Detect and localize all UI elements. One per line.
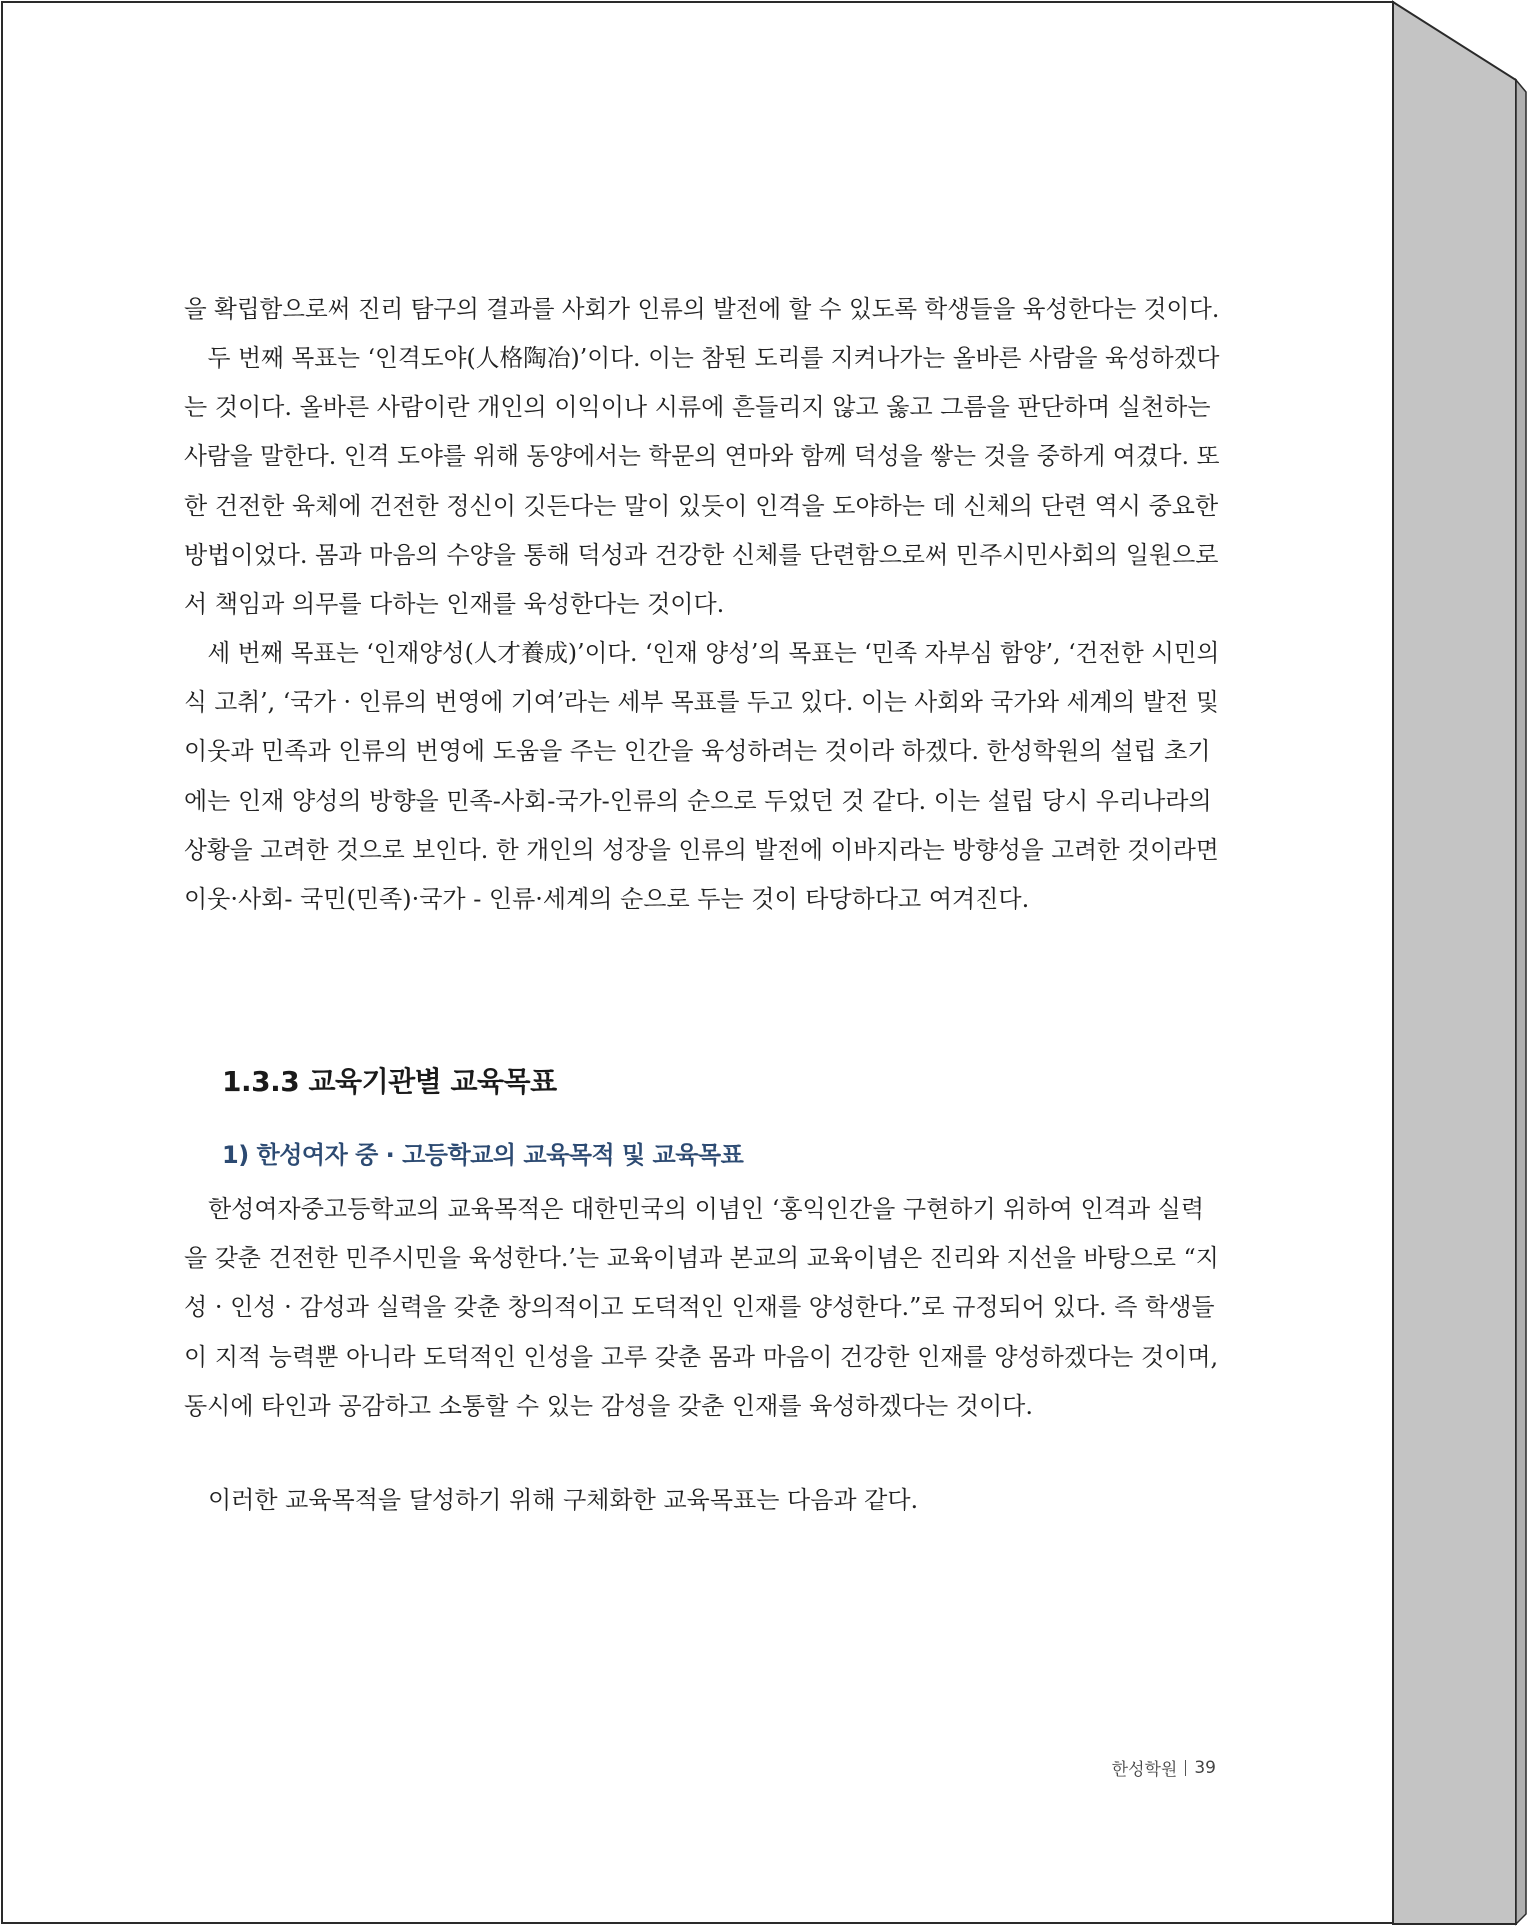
text-line: 에는 인재 양성의 방향을 민족-사회-국가-인류의 순으로 두었던 것 같다. 이는 설립 당시 우리나라의: [184, 786, 1212, 815]
text-line: 성 · 인성 · 감성과 실력을 갖춘 창의적이고 도덕적인 인재를 양성한다.”로 규정되어 있다. 즉 학생들: [184, 1293, 1215, 1322]
page-number: 39: [1194, 1757, 1216, 1778]
footer-school-name: 한성학원: [1111, 1760, 1178, 1780]
text-line: 식 고취’, ‘국가 · 인류의 번영에 기여’라는 세부 목표를 두고 있다. 이는 사회와 국가와 세계의 발전 및: [184, 688, 1219, 717]
text-line: 한성여자중고등학교의 교육목적은 대한민국의 이념인 ‘홍익인간을 구현하기 위하여 인격과 실력: [184, 1195, 1205, 1223]
text-line: 이 지적 능력뿐 아니라 도덕적인 인성을 고루 갖춘 몸과 마음이 건강한 인재를 양성하겠다는 것이며,: [184, 1342, 1219, 1371]
text-line: 두 번째 목표는 ‘인격도야(人格陶冶)’이다. 이는 참된 도리를 지켜나가는 올바른 사람을 육성하겠다: [184, 344, 1220, 372]
page-footer: [1100, 1755, 1216, 1780]
text-line: 을 확립함으로써 진리 탐구의 결과를 사회가 인류의 발전에 할 수 있도록 학생들을 육성한다는 것이다.: [184, 295, 1220, 323]
text-line: 방법이었다. 몸과 마음의 수양을 통해 덕성과 건강한 신체를 단련함으로써 민주시민사회의 일원으로: [184, 540, 1219, 569]
paragraph-1: [184, 285, 1219, 334]
text-line: 한 건전한 육체에 건전한 정신이 깃든다는 말이 있듯이 인격을 도야하는 데 신체의 단련 역시 중요한: [184, 491, 1219, 520]
text-line: 이러한 교육목적을 달성하기 위해 구체화한 교육목표는 다음과 같다.: [184, 1486, 919, 1514]
section-subheading: 1) 한성여자 중 · 고등학교의 교육목적 및 교육목표: [222, 1141, 744, 1169]
text-line: 이웃·사회- 국민(민족)·국가 - 인류·세계의 순으로 두는 것이 타당하다고 여겨진다.: [184, 885, 1030, 914]
section-heading: 1.3.3 교육기관별 교육목표: [222, 1065, 557, 1098]
text-line: 이웃과 민족과 인류의 번영에 도움을 주는 인간을 육성하려는 것이라 하겠다. 한성학원의 설립 초기: [184, 737, 1211, 766]
paragraph-3: [184, 629, 1219, 924]
footer-divider: [1185, 1760, 1186, 1776]
paragraph-5: [184, 1476, 1219, 1525]
text-line: 세 번째 목표는 ‘인재양성(人才養成)’이다. ‘인재 양성’의 목표는 ‘민족 자부심 함양’, ‘건전한 시민의: [184, 639, 1220, 667]
paragraph-2: [184, 334, 1219, 629]
text-line: 상황을 고려한 것으로 보인다. 한 개인의 성장을 인류의 발전에 이바지라는 방향성을 고려한 것이라면: [184, 835, 1219, 864]
paragraph-4: [184, 1185, 1219, 1431]
text-line: 사람을 말한다. 인격 도야를 위해 동양에서는 학문의 연마와 함께 덕성을 쌓는 것을 중하게 여겼다. 또: [184, 442, 1220, 471]
text-line: 서 책임과 의무를 다하는 인재를 육성한다는 것이다.: [184, 590, 725, 619]
text-line: 는 것이다. 올바른 사람이란 개인의 이익이나 시류에 흔들리지 않고 옳고 그름을 판단하며 실천하는: [184, 393, 1211, 422]
text-line: 동시에 타인과 공감하고 소통할 수 있는 감성을 갖춘 인재를 육성하겠다는 것이다.: [184, 1391, 1033, 1420]
text-line: 을 갖춘 건전한 민주시민을 육성한다.’는 교육이념과 본교의 교육이념은 진리와 지선을 바탕으로 “지: [184, 1244, 1219, 1273]
